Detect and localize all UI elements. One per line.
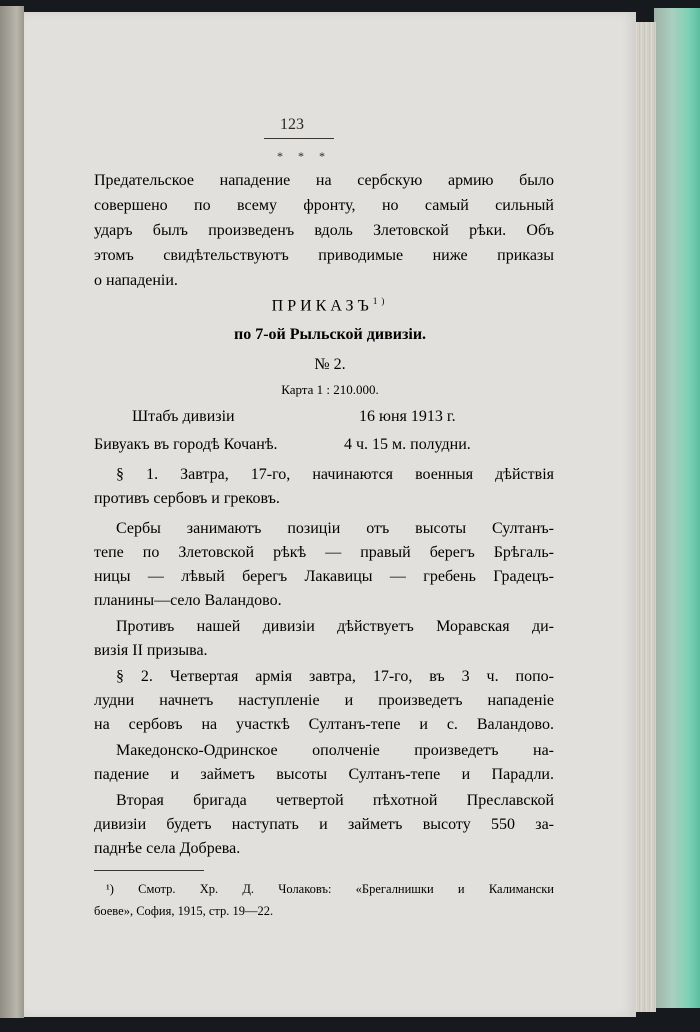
body-line: дивизіи будетъ наступать и займетъ высоту 550 за-	[94, 816, 554, 833]
intro-line: ударъ былъ произведенъ вдоль Злетовской рѣки. Объ	[94, 222, 554, 239]
footnote-line: ¹) Смотр. Хр. Д. Чолаковъ: «Брегалнишки и Калимански	[106, 882, 554, 896]
body-line: визія II призыва.	[94, 642, 208, 659]
footnote-rule	[94, 870, 204, 871]
order-title-text: ПРИКАЗЪ	[271, 297, 373, 315]
page-number-rule	[264, 138, 334, 139]
body-line: противъ сербовъ и грековъ.	[94, 490, 280, 507]
body-line: планины—село Валандово.	[94, 592, 282, 609]
body-line: тепе по Злетовской рѣкѣ — правый берегъ Брѣгаль-	[94, 544, 554, 561]
left-page-edge	[0, 6, 24, 1018]
body-line: ницы — лѣвый берегъ Лакавицы — гребень Градецъ-	[94, 568, 554, 585]
footnote-mark: 1)	[372, 296, 389, 306]
body-line: § 1. Завтра, 17-го, начинаются военныя дѣйствія	[116, 466, 554, 483]
intro-line: этомъ свидѣтельствуютъ приводимые ниже приказы	[94, 247, 554, 264]
book-page	[24, 12, 636, 1017]
body-line: Противъ нашей дивизіи дѣйствуетъ Моравская ди-	[116, 618, 554, 635]
body-line: Сербы занимаютъ позиціи отъ высоты Султанъ-	[116, 520, 554, 537]
page-number: 123	[280, 116, 304, 133]
order-division: по 7-ой Рыльской дивизіи.	[233, 326, 427, 343]
intro-line: о нападеніи.	[94, 272, 178, 289]
footnote-line: боеве», София, 1915, стр. 19—22.	[94, 904, 274, 918]
body-line: падение и займетъ высоты Султанъ-тепе и Парадли.	[94, 766, 554, 783]
body-line: на сербовъ на участкѣ Султанъ-тепе и с. Валандово.	[94, 716, 554, 733]
order-title	[24, 296, 636, 315]
body-line: § 2. Четвертая армія завтра, 17-го, въ 3 ч. попо-	[116, 668, 554, 685]
order-number: № 2.	[314, 356, 346, 373]
order-bivouac: Бивуакъ въ городѣ Кочанѣ.	[94, 436, 278, 453]
order-map: Карта 1 : 210.000.	[281, 382, 379, 397]
body-line: лудни начнетъ наступленіе и произведетъ нападеніе	[94, 692, 554, 709]
order-hq: Штабъ дивизіи	[132, 408, 235, 425]
section-asterism: * * *	[277, 149, 331, 163]
body-line: паднѣе села Добрева.	[94, 840, 241, 857]
order-time: 4 ч. 15 м. полудни.	[344, 436, 471, 453]
order-date: 16 юня 1913 г.	[359, 408, 456, 425]
intro-line: совершено по всему фронту, но самый сильный	[94, 197, 554, 214]
intro-line: Предательское нападение на сербскую армию было	[94, 172, 554, 189]
body-line: Вторая бригада четвертой пѣхотной Преславской	[116, 792, 554, 809]
body-line: Македонско-Одринское ополченіе произведетъ на-	[116, 742, 554, 759]
book-cover-edge	[654, 8, 700, 1008]
